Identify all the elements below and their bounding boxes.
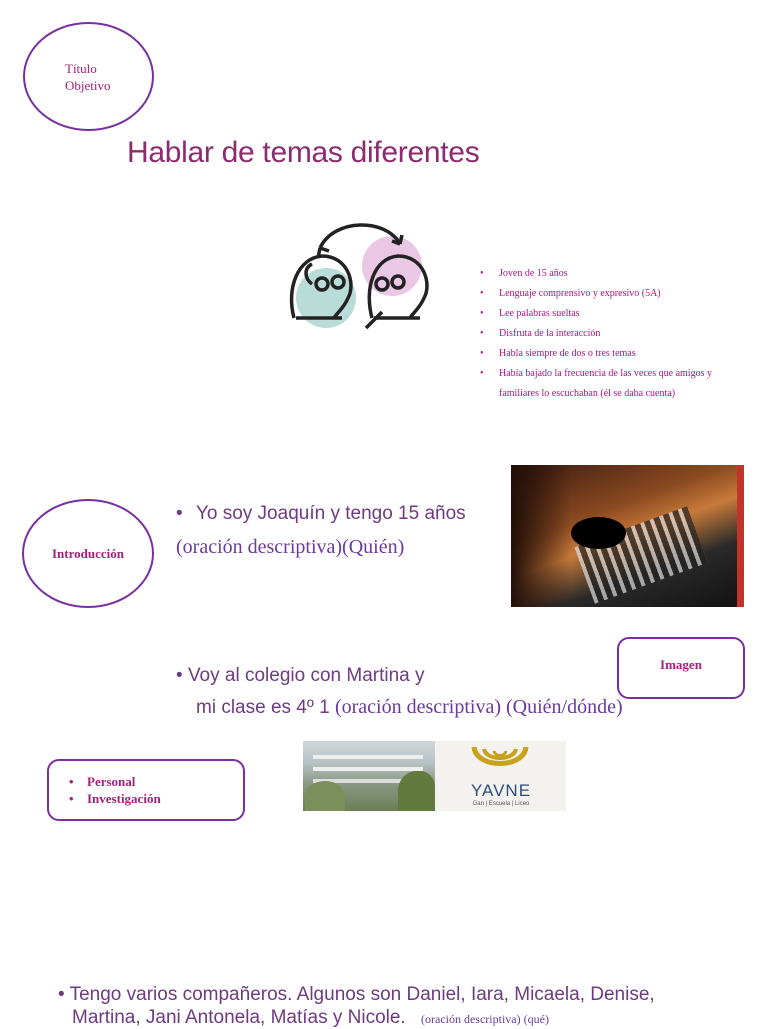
- list-item: • Disfruta de la interacción: [480, 324, 742, 344]
- list-item: • Investigación: [69, 790, 243, 807]
- conversation-heads-icon: [282, 218, 434, 330]
- sentence-1-note: (oración descriptiva)(Quién): [176, 536, 405, 558]
- sentence-3-text-2: Martina, Jani Antonela, Matías y Nicole.: [72, 1007, 406, 1028]
- bullet: •: [176, 503, 183, 524]
- yavne-logo-icon: [468, 745, 532, 779]
- face-blackout: [571, 517, 626, 549]
- sentence-3: [58, 984, 655, 1006]
- list-item: • Habla siempre de dos o tres temas: [480, 344, 742, 364]
- school-brand: YAVNE: [470, 781, 532, 800]
- topics-list: [69, 773, 243, 807]
- list-item: • Lee palabras sueltas: [480, 304, 742, 324]
- student-facts-list: [480, 264, 742, 404]
- sentence-1-text: Yo soy Joaquín y tengo 15 años: [195, 503, 466, 524]
- sentence-3-note: (oración descriptiva) (qué): [421, 1012, 549, 1026]
- sentence-2-text-2: mi clase es 4º 1: [196, 697, 330, 718]
- bullet: •: [58, 984, 65, 1005]
- school-banner: [303, 741, 566, 811]
- sentence-2-cont: [196, 696, 623, 719]
- list-item: • Lenguaje comprensivo y expresivo (5A): [480, 284, 742, 304]
- image-label-box: [617, 637, 745, 699]
- list-item: • Joven de 15 años: [480, 264, 742, 284]
- sentence-2: [176, 665, 425, 687]
- title-objective-oval: [23, 22, 154, 131]
- sentence-2-text: Voy al colegio con Martina y: [187, 665, 425, 686]
- image-label: Imagen: [660, 657, 702, 672]
- sentence-3-cont: [72, 1007, 549, 1029]
- list-item: • Había bajado la frecuencia de las veces que amigos y familiares lo escuchaban (él se daba cuenta): [480, 364, 742, 404]
- sentence-2-note: (oración descriptiva) (Quién/dónde): [334, 696, 623, 718]
- school-tagline: Gan | Escuela | Liceo: [472, 801, 530, 807]
- topics-box: [47, 759, 245, 821]
- oval-label-objective: Objetivo: [65, 77, 111, 93]
- bullet: •: [176, 665, 183, 686]
- introduction-label: Introducción: [52, 546, 124, 561]
- oval-label-title: Título: [65, 60, 97, 76]
- sentence-3-text: Tengo varios compañeros. Algunos son Daniel, Iara, Micaela, Denise,: [69, 984, 655, 1005]
- introduction-oval: [22, 499, 154, 608]
- list-item: • Personal: [69, 773, 243, 790]
- student-photo: [511, 465, 744, 607]
- page-title: Hablar de temas diferentes: [127, 136, 480, 169]
- school-building-photo: [303, 741, 435, 811]
- sentence-1: [176, 503, 466, 525]
